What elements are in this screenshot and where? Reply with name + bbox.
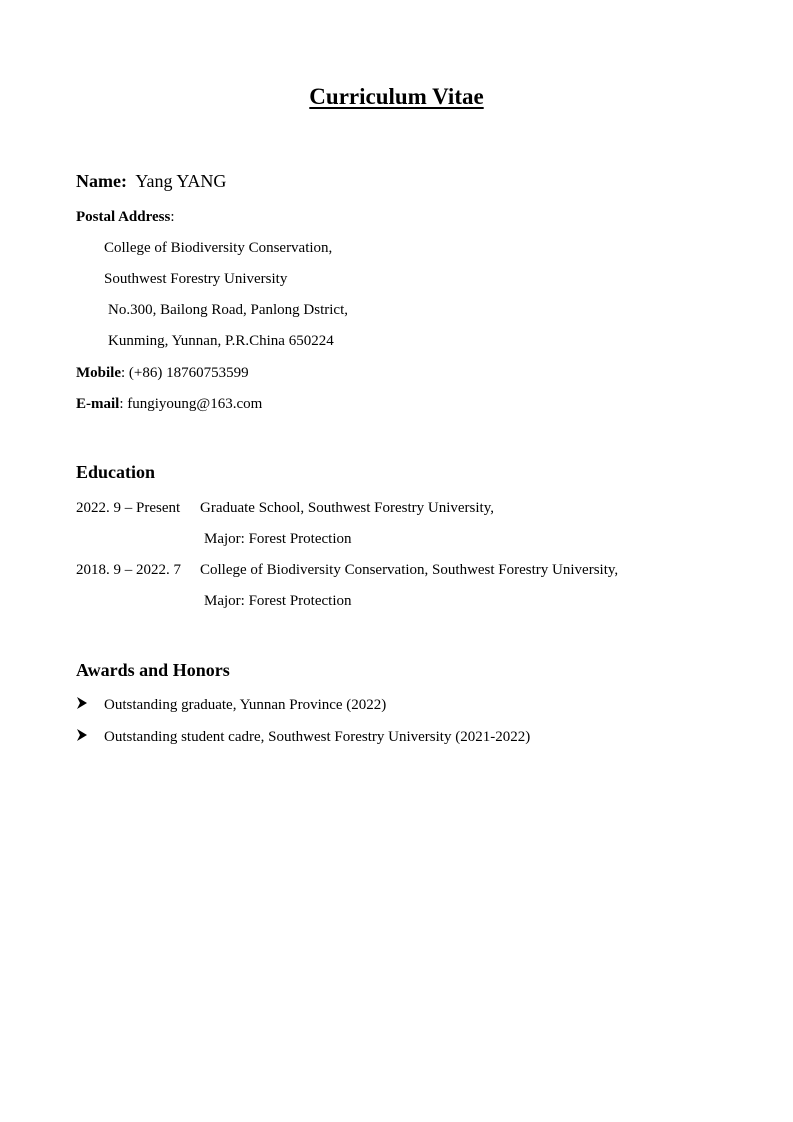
name-line: [76, 170, 226, 192]
name-separator: :: [120, 171, 127, 191]
education-entry-1-institution: Graduate School, Southwest Forestry University,: [200, 500, 494, 516]
arrowhead-bullet-icon: [76, 728, 88, 748]
mobile-label: Mobile: [76, 365, 121, 381]
arrowhead-bullet-icon: [76, 696, 88, 716]
email-value: : fungiyoung@163.com: [119, 396, 263, 412]
email-line: [76, 395, 262, 413]
award-item-2: Outstanding student cadre, Southwest Forestry University (2021-2022): [104, 729, 531, 745]
mobile-value: : (+86) 18760753599: [121, 365, 249, 381]
postal-address-line-3: No.300, Bailong Road, Panlong Dstrict,: [108, 302, 348, 318]
name-value: Yang YANG: [135, 171, 227, 191]
education-entry-2-institution: College of Biodiversity Conservation, Southwest Forestry University,: [200, 562, 619, 578]
title-text: Curriculum Vitae: [309, 84, 484, 109]
postal-address-line-4: Kunming, Yunnan, P.R.China 650224: [108, 333, 334, 349]
email-label: E-mail: [76, 396, 120, 412]
education-entry-1-major: Major: Forest Protection: [204, 531, 352, 547]
postal-address-line: [76, 208, 175, 226]
name-label: Name: [76, 171, 121, 191]
page-title: [0, 83, 793, 111]
postal-address-label: Postal Address: [76, 209, 171, 225]
education-entry-2-major: Major: Forest Protection: [204, 593, 352, 609]
award-item-1: Outstanding graduate, Yunnan Province (2022): [104, 697, 387, 713]
postal-address-line-1: College of Biodiversity Conservation,: [104, 240, 333, 256]
postal-address-line-2: Southwest Forestry University: [104, 271, 288, 287]
education-heading: Education: [76, 462, 156, 482]
education-entry-1-dates: 2022. 9 – Present: [76, 500, 181, 516]
mobile-line: [76, 364, 249, 382]
awards-heading: Awards and Honors: [76, 660, 230, 680]
postal-address-separator: :: [170, 209, 175, 225]
education-entry-2-dates: 2018. 9 – 2022. 7: [76, 562, 181, 578]
